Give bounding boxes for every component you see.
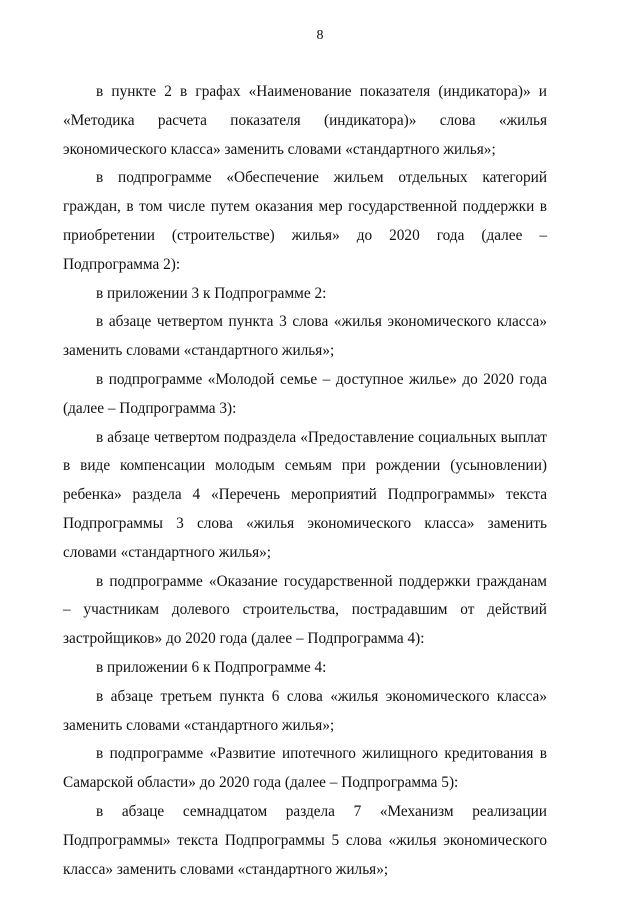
paragraph-7: в подпрограмме «Оказание государственной поддержки гражданам – участникам долевого строительства, пострадавшим от действий застройщиков» до 2020 года (далее – Подпрограмма 4): [63,572,547,648]
paragraph-1: в пункте 2 в графах «Наименование показателя (индикатора)» и «Методика расчета показателя (индикатора)» слова «жилья экономического класса» заменить словами «стандартного жилья»; [63,83,547,158]
paragraph-5: в подпрограмме «Молодой семье – доступное жилье» до 2020 года (далее – Подпрограмма 3): [63,370,547,417]
paragraph-10: в подпрограмме «Развитие ипотечного жилищного кредитования в Самарской области» до 2020 года (далее – Подпрограмма 5): [63,745,547,792]
document-body [63,78,547,884]
paragraph-4: в абзаце четвертом пункта 3 слова «жилья экономического класса» заменить словами «стандартного жилья»; [63,313,547,360]
paragraph-8: в приложении 6 к Подпрограмме 4: [96,658,327,676]
paragraph-9: в абзаце третьем пункта 6 слова «жилья экономического класса» заменить словами «стандартного жилья»; [63,687,547,734]
paragraph-3: в приложении 3 к Подпрограмме 2: [96,284,327,302]
paragraph-11: в абзаце семнадцатом раздела 7 «Механизм реализации Подпрограммы» текста Подпрограммы 5 слова «жилья экономического класса» заменить словами «стандартного жилья»; [63,802,547,878]
paragraph-6: в абзаце четвертом подраздела «Предоставление социальных выплат в виде компенсации молодым семьям при рождении (усыновлении) ребенка» раздела 4 «Перечень мероприятий Подпрограммы» текста Подпрограммы 3 слова «жилья экономического класса» заменить словами «стандартного жилья»; [63,428,547,561]
paragraph-2: в подпрограмме «Обеспечение жильем отдельных категорий граждан, в том числе путем оказания мер государственной поддержки в приобретении (строительстве) жилья» до 2020 года (далее – Подпрограмма 2): [63,169,547,273]
page-number: 8 [316,28,324,43]
